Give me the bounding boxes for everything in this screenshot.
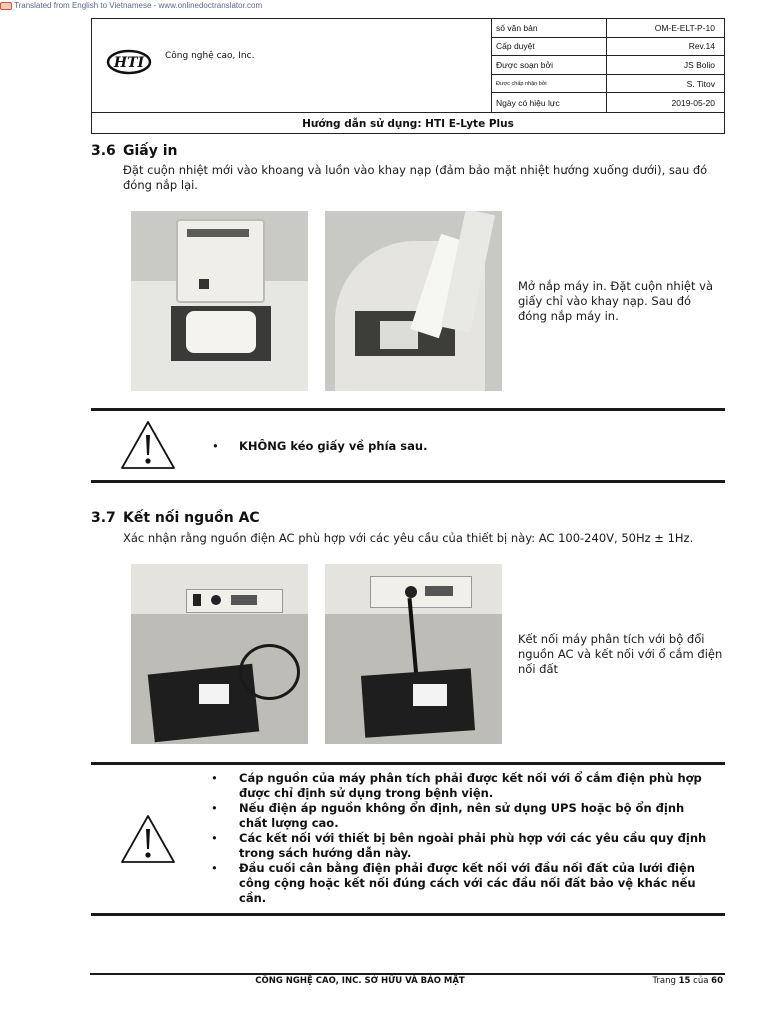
section-title: Giấy in [123, 143, 178, 159]
header-meta [491, 19, 725, 112]
meta-row-revision [491, 38, 725, 57]
meta-value: OM-E-ELT-P-10 [654, 22, 715, 33]
ac-warning-item [211, 771, 711, 801]
section-title: Kết nối nguồn AC [123, 510, 260, 526]
section-3-7-heading [91, 510, 260, 526]
logo-lettering: HTI [113, 55, 145, 71]
meta-value: Rev.14 [688, 41, 715, 52]
ac-warning-text: Nếu điện áp nguồn không ổn định, nên sử dụng UPS hoặc bộ ổn định chất lượng cao. [239, 801, 685, 830]
warning-triangle-icon [119, 419, 177, 471]
section-3-6-intro: Đặt cuộn nhiệt mới vào khoang và luồn vào khay nạp (đảm bảo mặt nhiệt hướng xuống dưới), sau đó đóng nắp lại. [123, 163, 708, 192]
warning-top-rule [91, 408, 725, 411]
document-title: Hướng dẫn sử dụng: HTI E-Lyte Plus [92, 112, 724, 134]
page-current: 15 [678, 976, 691, 986]
warning-triangle-icon [119, 813, 177, 865]
ac-warning-item [211, 861, 711, 906]
header-company-cell [92, 19, 492, 112]
section-number: 3.7 [91, 510, 116, 526]
section-3-6-heading [91, 143, 178, 159]
footer-rule [90, 973, 725, 975]
ac-warning-list [211, 771, 711, 906]
printer-caption: Mở nắp máy in. Đặt cuộn nhiệt và giấy chỉ vào khay nạp. Sau đó đóng nắp máy in. [518, 279, 713, 323]
page-prefix: Trang [652, 976, 676, 986]
meta-label: số văn bản [491, 19, 607, 37]
document-header-table [91, 18, 725, 134]
meta-label: Được chấp nhận bởi [491, 75, 607, 93]
warning-top-rule-2 [91, 762, 725, 765]
warning-text: KHÔNG kéo giấy về phía sau. [239, 439, 428, 453]
bullet: • [211, 801, 218, 815]
section-3-7-intro: Xác nhận rằng nguồn điện AC phù hợp với các yêu cầu của thiết bị này: AC 100-240V, 50Hz ± 1Hz. [123, 531, 694, 545]
translation-banner-text: Translated from English to Vietnamese - www.onlinedoctranslator.com [14, 1, 263, 10]
ac-caption: Kết nối máy phân tích với bộ đổi nguồn AC và kết nối với ổ cắm điện nối đất [518, 632, 723, 676]
meta-label: Được soạn bởi [491, 56, 607, 74]
translation-banner[interactable] [0, 0, 262, 11]
ac-warning-item [211, 801, 711, 831]
bullet: • [211, 771, 218, 785]
meta-label: Ngày có hiệu lực [491, 93, 607, 112]
ac-warning-item [211, 831, 711, 861]
warning-bottom-rule-2 [91, 913, 725, 916]
meta-value: JS Bolio [683, 59, 715, 70]
page-number [652, 976, 723, 986]
bullet: • [211, 831, 218, 845]
meta-value: S. Titov [686, 78, 715, 89]
footer-ownership: CÔNG NGHỆ CAO, INC. SỞ HỮU VÀ BẢO MẬT [255, 976, 465, 986]
printer-open-photo [131, 211, 308, 391]
hti-logo [105, 45, 153, 77]
meta-label: Cấp duyệt [491, 38, 607, 56]
printer-loading-photo [325, 211, 502, 391]
ac-warning-text: Đầu cuối cân bằng điện phải được kết nối với đầu nối đất của lưới điện công cộng hoặc kết nối đúng cách với các đầu nối đất bảo vệ khác nếu cần. [239, 861, 696, 905]
warning-bottom-rule [91, 480, 725, 483]
page-total: 60 [711, 976, 723, 986]
meta-value: 2019-05-20 [671, 97, 715, 108]
ac-warning-text: Cáp nguồn của máy phân tích phải được kết nối với ổ cắm điện phù hợp được chỉ định sử dụng trong bệnh viện. [239, 771, 702, 800]
analyzer-connected-photo [325, 564, 502, 744]
bullet: • [211, 861, 218, 875]
ac-warning-text: Các kết nối với thiết bị bên ngoài phải phù hợp với các yêu cầu quy định trong sách hướng dẫn này. [239, 831, 707, 860]
page-separator: của [693, 976, 709, 986]
meta-row-doc-number [491, 19, 725, 38]
meta-row-effective-date [491, 93, 725, 112]
meta-row-approved-by [491, 75, 725, 94]
warning-bullet: • [212, 439, 219, 453]
analyzer-back-panel-photo [131, 564, 308, 744]
translator-icon [0, 2, 12, 10]
section-number: 3.6 [91, 143, 116, 159]
meta-row-prepared-by [491, 56, 725, 75]
company-name: Công nghệ cao, Inc. [165, 51, 255, 61]
